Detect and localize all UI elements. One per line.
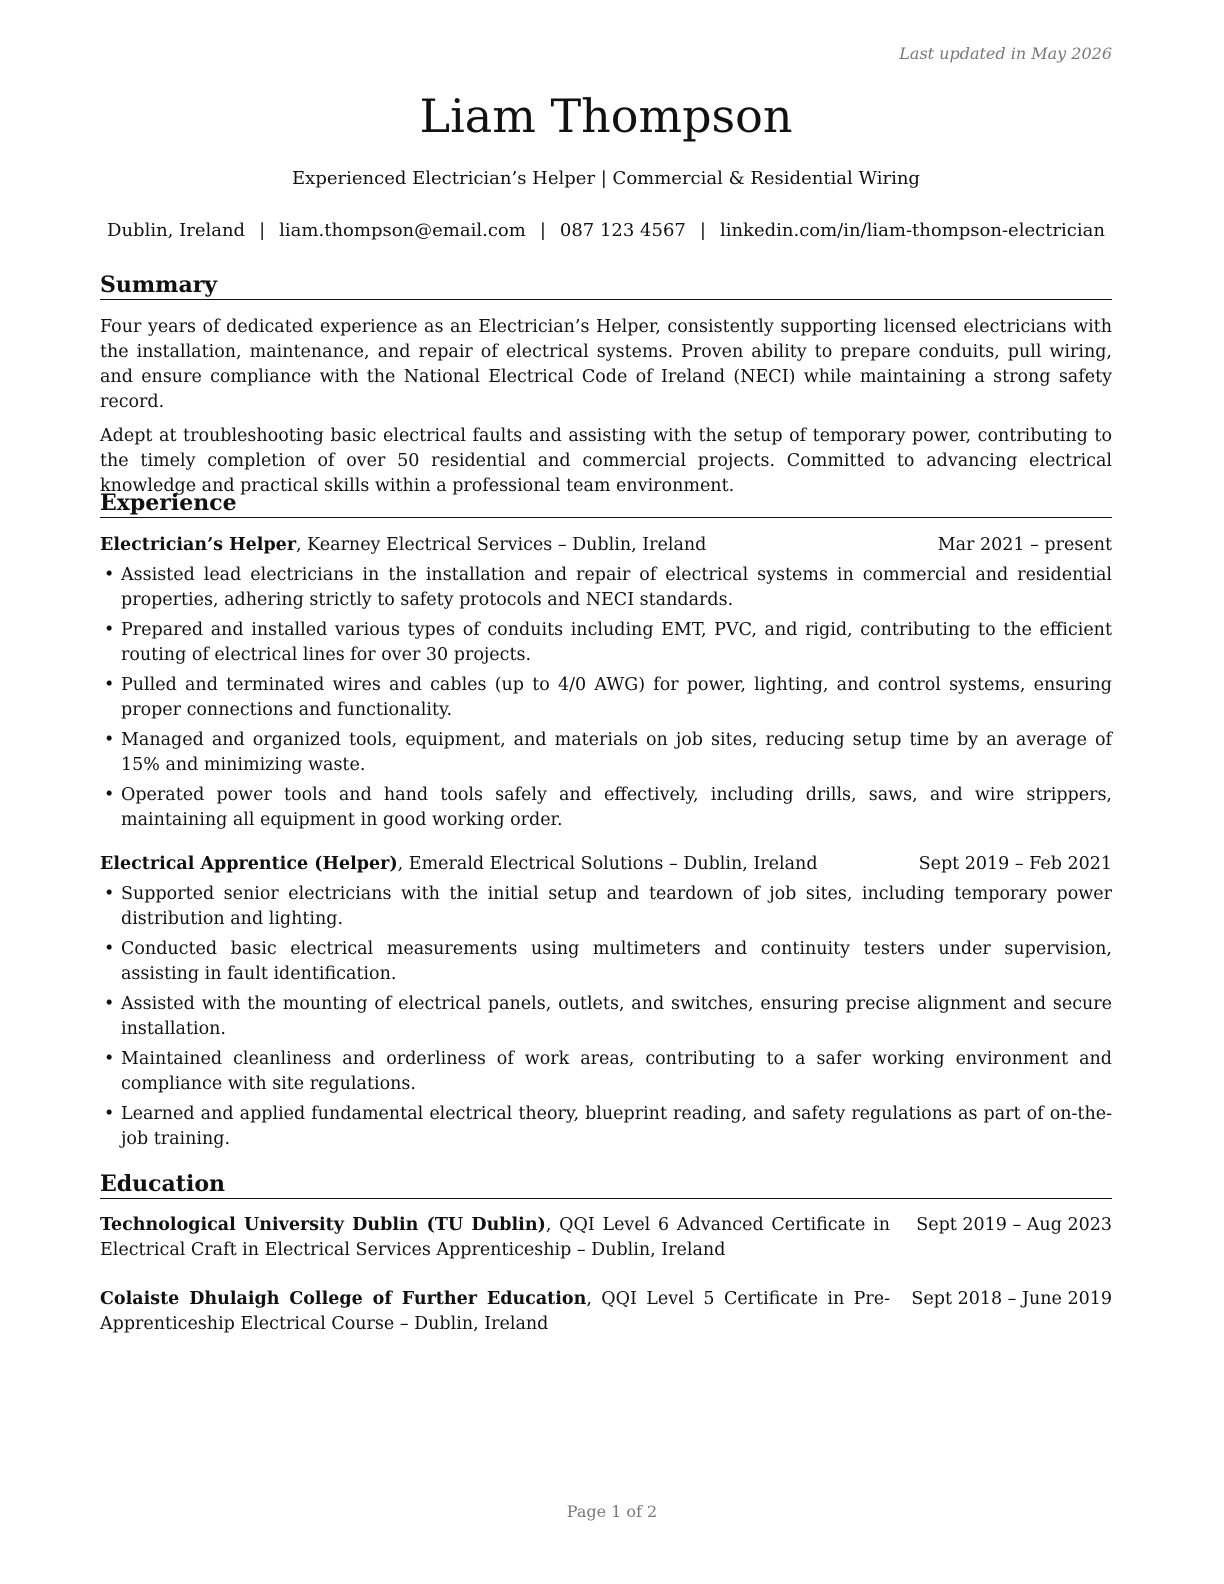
page-indicator: Page 1 of 2 [566, 1502, 658, 1521]
summary-title: Summary [100, 271, 1112, 300]
experience-section [100, 489, 1112, 1157]
education-title: Education [100, 1170, 1112, 1199]
job-company: , Kearney Electrical Services – Dublin, Ireland [296, 535, 707, 555]
experience-title: Experience [100, 489, 1112, 518]
bullet-icon: • [104, 785, 115, 805]
bullet-icon: • [104, 994, 115, 1014]
job-bullet: • Learned and applied fundamental electrical theory, blueprint reading, and safety regulations as part of on-the-job training. [104, 1104, 1112, 1149]
job-role: Electrical Apprentice (Helper) [100, 854, 398, 874]
bullet-icon: • [104, 675, 115, 695]
job-bullet: • Maintained cleanliness and orderliness of work areas, contributing to a safer working environment and compliance with site regulations. [104, 1049, 1112, 1094]
education-details: , QQI Level 5 Certificate in Pre-Apprenticeship Electrical Course – Dublin, Ireland [100, 1289, 891, 1334]
bullet-icon: • [104, 730, 115, 750]
education-details: , QQI Level 6 Advanced Certificate in Electrical Craft in Electrical Services Apprenticeship – Dublin, Ireland [100, 1215, 890, 1260]
job-entry [100, 533, 1112, 833]
contact-line [60, 219, 1152, 243]
bullet-icon: • [104, 939, 115, 959]
last-updated-note: Last updated in May 2026 [899, 44, 1112, 63]
job-header [100, 852, 1112, 877]
job-entry [100, 852, 1112, 1152]
summary-paragraph: Four years of dedicated experience as an Electrician’s Helper, consistently supporting licensed electricians with the installation, maintenance, and repair of electrical systems. Proven ability to prepare conduits, pull wiring, and ensure compliance with the National Electrical Code of Ireland (NECI) while maintaining a strong safety record. [100, 317, 1112, 412]
job-company: , Emerald Electrical Solutions – Dublin, Ireland [397, 854, 818, 874]
job-header [100, 533, 1112, 558]
candidate-name: Liam Thompson [419, 89, 793, 143]
education-dates: Sept 2019 – Aug 2023 [916, 1215, 1112, 1235]
contact-linkedin[interactable]: linkedin.com/in/liam-thompson-electrician [719, 220, 1105, 241]
contact-email[interactable]: liam.thompson@email.com [279, 220, 526, 241]
education-institution: Technological University Dublin (TU Dublin) [100, 1215, 546, 1235]
education-entry [100, 1213, 1112, 1263]
job-bullets [100, 563, 1112, 833]
bullet-icon: • [104, 1104, 115, 1124]
job-bullet: • Prepared and installed various types of conduits including EMT, PVC, and rigid, contributing to the efficient routing of electrical lines for over 30 projects. [104, 620, 1112, 665]
job-bullets [100, 882, 1112, 1152]
job-bullet: • Operated power tools and hand tools safely and effectively, including drills, saws, and wire strippers, maintaining all equipment in good working order. [104, 785, 1112, 830]
job-bullet: • Pulled and terminated wires and cables (up to 4/0 AWG) for power, lighting, and control systems, ensuring proper connections and functionality. [104, 675, 1112, 720]
job-role: Electrician’s Helper [100, 535, 297, 555]
education-section [100, 1170, 1112, 1337]
summary-paragraph: Adept at troubleshooting basic electrical faults and assisting with the setup of temporary power, contributing to the timely completion of over 50 residential and commercial projects. Committed to advancing electrical knowledge and practical skills within a professional team environment. [100, 426, 1112, 496]
contact-separator: | [259, 220, 266, 241]
job-dates: Mar 2021 – present [937, 535, 1112, 555]
candidate-headline: Experienced Electrician’s Helper | Commercial & Residential Wiring [292, 168, 920, 189]
bullet-icon: • [104, 620, 115, 640]
job-bullet: • Assisted with the mounting of electrical panels, outlets, and switches, ensuring precise alignment and secure installation. [104, 994, 1112, 1039]
contact-location: Dublin, Ireland [107, 220, 246, 241]
education-dates: Sept 2018 – June 2019 [911, 1289, 1112, 1309]
contact-separator: | [699, 220, 706, 241]
bullet-icon: • [104, 565, 115, 585]
job-dates: Sept 2019 – Feb 2021 [918, 854, 1112, 874]
bullet-icon: • [104, 1049, 115, 1069]
contact-phone[interactable]: 087 123 4567 [559, 220, 686, 241]
job-bullet: • Conducted basic electrical measurements using multimeters and continuity testers under supervision, assisting in fault identification. [104, 939, 1112, 984]
bullet-icon: • [104, 884, 115, 904]
summary-section [100, 271, 1112, 499]
job-bullet: • Managed and organized tools, equipment, and materials on job sites, reducing setup time by an average of 15% and minimizing waste. [104, 730, 1112, 775]
education-institution: Colaiste Dhulaigh College of Further Education [100, 1289, 587, 1309]
job-bullet: • Assisted lead electricians in the installation and repair of electrical systems in commercial and residential properties, adhering strictly to safety protocols and NECI standards. [104, 565, 1112, 610]
education-entry [100, 1287, 1112, 1337]
job-bullet: • Supported senior electricians with the initial setup and teardown of job sites, including temporary power distribution and lighting. [104, 884, 1112, 929]
contact-separator: | [539, 220, 546, 241]
